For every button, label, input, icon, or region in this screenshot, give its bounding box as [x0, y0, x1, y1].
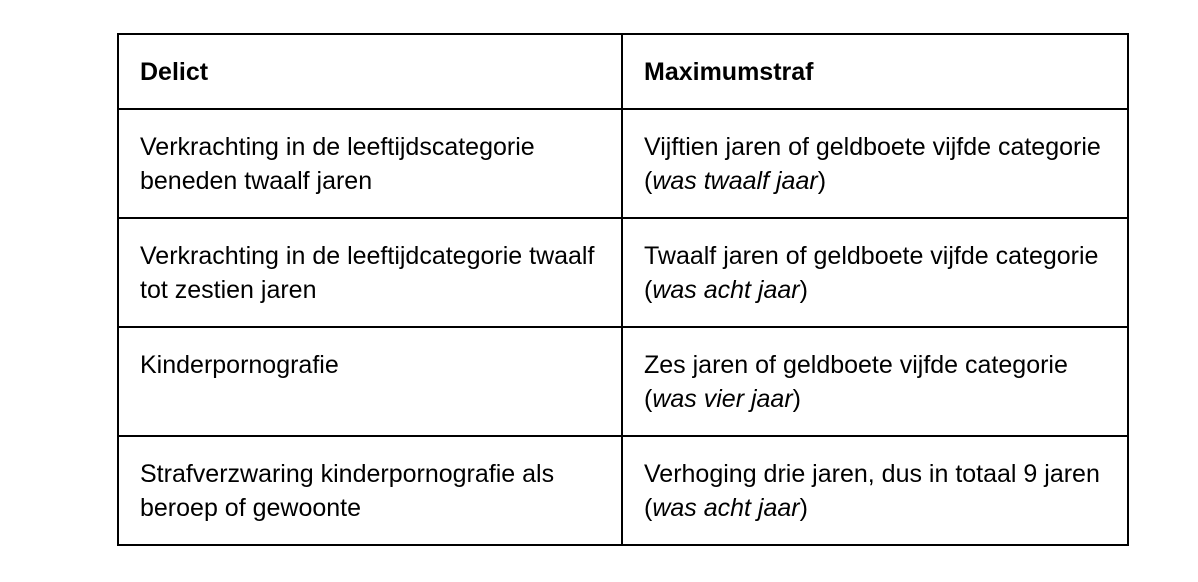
table-row — [118, 436, 1128, 545]
penalty-text: Vijftien jaren of geldboete vijfde categorie ( — [644, 133, 1101, 195]
penalty-close-paren: ) — [817, 167, 827, 195]
header-max-penalty: Maximumstraf — [622, 34, 1128, 109]
penalty-cell — [622, 218, 1128, 327]
table-row — [118, 327, 1128, 436]
offense-cell — [118, 436, 622, 545]
table-row — [118, 218, 1128, 327]
previous-penalty-text: was acht jaar — [652, 276, 800, 304]
header-offense: Delict — [118, 34, 622, 109]
table-header-row — [118, 34, 1128, 109]
previous-penalty-text: was vier jaar — [652, 385, 793, 413]
penalty-close-paren: ) — [792, 385, 801, 413]
penalty-close-paren: ) — [799, 276, 808, 304]
table-row — [118, 109, 1128, 218]
penalty-cell — [622, 327, 1128, 436]
previous-penalty-text: was acht jaar — [652, 494, 800, 522]
offense-text: Kinderpornografie — [140, 351, 339, 379]
penalty-table — [117, 33, 1129, 546]
offense-cell — [118, 327, 622, 436]
penalty-cell — [622, 436, 1128, 545]
previous-penalty-text: was twaalf jaar — [652, 167, 818, 195]
offense-text: Strafverzwaring kinderpornografie als beroep of gewoonte — [140, 460, 555, 522]
penalty-text: Zes jaren of geldboete vijfde categorie ( — [644, 351, 1068, 413]
penalty-text: Twaalf jaren of geldboete vijfde categorie ( — [644, 242, 1099, 304]
offense-text: Verkrachting in de leeftijdscategorie beneden twaalf jaren — [140, 133, 535, 195]
offense-cell — [118, 218, 622, 327]
penalty-close-paren: ) — [799, 494, 808, 522]
offense-cell — [118, 109, 622, 218]
penalty-cell — [622, 109, 1128, 218]
offense-text: Verkrachting in de leeftijdcategorie twaalf tot zestien jaren — [140, 242, 595, 304]
penalty-text: Verhoging drie jaren, dus in totaal 9 jaren ( — [644, 460, 1100, 522]
